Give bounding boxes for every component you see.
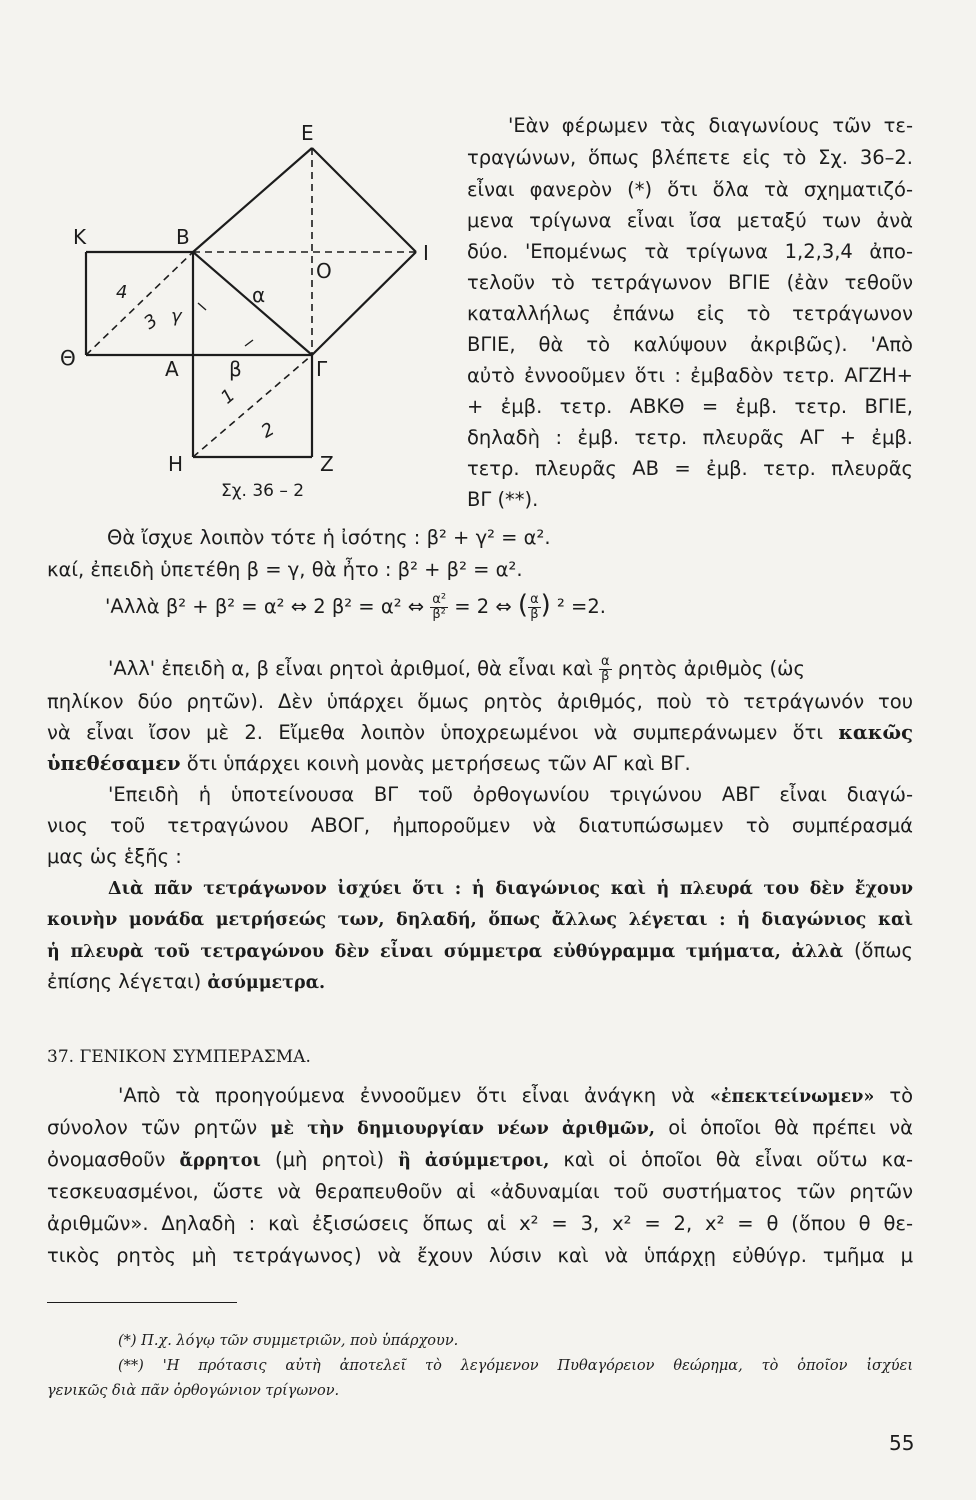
equation-text: = 2 ⇔ xyxy=(454,595,512,618)
right-column-line: δύο. 'Επομένως τὰ τρίγωνα 1,2,3,4 ἀπο- xyxy=(467,240,913,263)
fraction-denominator: β xyxy=(601,669,610,684)
theorem-line xyxy=(47,938,913,965)
diagonal-ThetaB xyxy=(86,252,193,355)
text-span: (ὅπως xyxy=(853,939,914,962)
text-span: σύνολον τῶν ρητῶν xyxy=(47,1116,258,1139)
label-B: B xyxy=(176,225,190,249)
paragraph-line: μας ὡς ἑξῆς : xyxy=(47,845,182,868)
text-span: οἱ ὁποῖοι θὰ πρέπει νὰ xyxy=(668,1116,914,1139)
segment-EI xyxy=(312,148,416,252)
figure-36-2 xyxy=(55,110,455,510)
triangle-number-1: 1 xyxy=(216,384,240,409)
bold-text: μὲ τὴν δημιουργίαν νέων ἀριθμῶν, xyxy=(270,1119,655,1139)
paragraph-line xyxy=(118,1083,913,1110)
right-column-line: τετρ. πλευρᾶς ΑΒ = ἐμβ. τετρ. πλευρᾶς xyxy=(467,457,913,480)
equation-line: 'Αλλὰ β² + β² = α² ⇔ 2 β² = α² ⇔ $\frac{\text{α²}}{\text{β²}}$ = 2 ⇔ ( $\frac{\alpha}{\beta}$ ) ² =2. xyxy=(105,590,606,622)
theorem-line: κοινὴν μονάδα μετρήσεώς των, δηλαδή, ὅπως ἄλλως λέγεται : ἡ διαγώνιος καὶ xyxy=(47,910,913,930)
tick-mark xyxy=(198,303,206,310)
label-alpha: α xyxy=(252,283,266,307)
tick-mark xyxy=(245,340,253,346)
label-A: A xyxy=(165,357,179,381)
paragraph-line xyxy=(47,1115,913,1142)
fraction-numerator: α xyxy=(530,592,539,607)
equation-text: ² =2. xyxy=(557,595,606,618)
text-span: νὰ εἶναι ἴσον μὲ 2. Εἴμεθα λοιπὸν ὑποχρεωμένοι νὰ συμπεράνωμεν ὅτι xyxy=(47,721,823,744)
fraction xyxy=(430,593,448,622)
paragraph-line: ἀριθμῶν». Δηλαδὴ : καὶ ἐξισώσεις ὅπως αἱ x² = 3, x² = 2, x² = θ (ὅπου θ θε- xyxy=(47,1212,913,1235)
paragraph-line xyxy=(47,751,691,777)
text-span: τὸ xyxy=(889,1084,914,1107)
right-column-line: 'Εὰν φέρωμεν τὰς διαγωνίους τῶν τε- xyxy=(508,114,913,137)
diagonal-HG xyxy=(193,355,312,457)
bold-text: ἄρρητοι xyxy=(179,1151,261,1171)
text-span: (μὴ ρητοὶ) xyxy=(275,1148,385,1171)
bold-text: ἡ πλευρὰ τοῦ τετραγώνου δὲν εἶναι σύμμετρα εὐθύγραμμα τμήματα, ἀλλὰ xyxy=(47,942,844,962)
right-column-line: αὐτὸ ἐννοοῦμεν ὅτι : ἐμβαδὸν τετρ. ΑΓΖΗ+ xyxy=(467,364,913,387)
bold-text: ἀσύμμετρα. xyxy=(207,973,326,993)
fraction xyxy=(599,655,612,684)
section-title: 37. ΓΕΝΙΚΟΝ ΣΥΜΠΕΡΑΣΜΑ. xyxy=(47,1047,311,1067)
right-column-line: + ἐμβ. τετρ. ΑΒΚΘ = ἐμβ. τετρ. ΒΓΙΕ, xyxy=(467,395,913,418)
text-span: 'Απὸ τὰ προηγούμενα ἐννοοῦμεν ὅτι εἶναι ἀνάγκη νὰ xyxy=(118,1084,695,1107)
label-theta: Θ xyxy=(60,346,76,370)
equation-line: καί, ἐπειδὴ ὑπετέθη β = γ, θὰ ἦτο : β² + β² = α². xyxy=(47,558,523,581)
right-column-line: ΒΓ (**). xyxy=(467,488,539,511)
page-number: 55 xyxy=(889,1431,915,1455)
footnote: (*) Π.χ. λόγῳ τῶν συμμετριῶν, ποὺ ὑπάρχουν. xyxy=(118,1333,459,1349)
paragraph-line: τικὸς ρητὸς μὴ τετράγωνος) νὰ ἔχουν λύσιν καὶ νὰ ὑπάρχῃ εὐθύγρ. τμῆμα μ xyxy=(47,1244,913,1267)
label-gamma: γ xyxy=(171,306,182,327)
paragraph-line xyxy=(108,655,913,684)
label-I: I xyxy=(423,241,429,265)
footnote: γενικῶς διὰ πᾶν ὀρθογώνιον τρίγωνον. xyxy=(47,1383,340,1399)
fraction-numerator: α xyxy=(600,654,610,669)
segment-BE xyxy=(193,148,312,252)
footnote-rule xyxy=(47,1302,237,1303)
paragraph-line xyxy=(47,1147,913,1174)
label-K: K xyxy=(73,225,87,249)
fraction-denominator: β xyxy=(530,607,539,622)
right-column-line: δηλαδὴ : ἐμβ. τετρ. πλευρᾶς ΑΓ + ἐμβ. xyxy=(467,426,913,449)
fraction-numerator: α² xyxy=(432,592,447,607)
label-E: E xyxy=(301,121,314,145)
bold-text: ἢ ἀσύμμετροι, xyxy=(398,1151,550,1171)
text-span: καὶ οἱ ὁποῖοι θὰ εἶναι οὕτω κα- xyxy=(563,1148,914,1171)
right-column-line: μενα τρίγωνα εἶναι ἴσα μεταξύ των ἀνὰ xyxy=(467,209,913,232)
text-span: ρητὸς ἀριθμὸς (ὡς xyxy=(617,657,805,680)
paragraph-line: τεσκευασμένοι, ὥστε νὰ θεραπευθοῦν αἱ «ἀδυναμίαι τοῦ συστήματος τῶν ρητῶν xyxy=(47,1180,913,1203)
right-column-line: τραγώνων, ὅπως βλέπετε εἰς τὸ Σχ. 36–2. xyxy=(467,146,913,169)
paragraph-line xyxy=(47,720,913,746)
fraction xyxy=(528,593,541,622)
text-span: ἐπίσης λέγεται) xyxy=(47,970,202,993)
theorem-line: Διὰ πᾶν τετράγωνον ἰσχύει ὅτι : ἡ διαγώνιος καὶ ἡ πλευρά του δὲν ἔχουν xyxy=(108,879,913,899)
right-column-line: εἶναι φανερὸν (*) ὅτι ὅλα τὰ σχηματιζό- xyxy=(467,178,913,201)
bold-text: «ἐπεκτείνωμεν» xyxy=(709,1087,875,1107)
label-G: Γ xyxy=(316,357,328,381)
triangle-number-3: 3 xyxy=(140,310,162,334)
paragraph-line: 'Επειδὴ ἡ ὑποτείνουσα ΒΓ τοῦ ὀρθογωνίου τριγώνου ΑΒΓ εἶναι διαγώ- xyxy=(108,783,913,806)
paragraph-line: νιος τοῦ τετραγώνου ΑΒΟΓ, ἠμποροῦμεν νὰ διατυπώσωμεν τὸ συμπέρασμά xyxy=(47,814,913,837)
text-span: ὅτι ὑπάρχει κοινὴ μονὰς μετρήσεως τῶν ΑΓ καὶ ΒΓ. xyxy=(186,752,691,775)
footnote: (**) 'Η πρότασις αὐτὴ ἀποτελεῖ τὸ λεγόμενον Πυθαγόρειον θεώρημα, τὸ ὁποῖον ἰσχύει xyxy=(118,1358,913,1374)
right-column-line: τελοῦν τὸ τετράγωνον ΒΓΙΕ (ἐὰν τεθοῦν xyxy=(467,271,913,294)
label-beta: β xyxy=(229,357,242,381)
right-column-line: καταλλήλως ἐπάνω εἰς τὸ τετράγωνον xyxy=(467,302,913,325)
label-Z: Z xyxy=(320,452,334,476)
text-span: 'Αλλ' ἐπειδὴ α, β εἶναι ρητοὶ ἀριθμοί, θὰ εἶναι καὶ xyxy=(108,657,593,680)
triangle-number-4: 4 xyxy=(116,282,128,303)
equation-line: Θὰ ἴσχυε λοιπὸν τότε ἡ ἰσότης : β² + γ² = α². xyxy=(107,526,551,549)
text-span: ὀνομασθοῦν xyxy=(47,1148,166,1171)
right-column-line: ΒΓΙΕ, θὰ τὸ καλύψουν ἀκριβῶς). 'Απὸ xyxy=(467,333,913,356)
label-O: O xyxy=(316,259,332,283)
bold-text: ὑπεθέσαμεν xyxy=(47,752,181,775)
triangle-number-2: 2 xyxy=(257,418,279,443)
fraction-denominator: β² xyxy=(432,607,446,622)
bold-text: κακῶς xyxy=(838,721,913,744)
paragraph-line: πηλίκον δύο ρητῶν). Δὲν ὑπάρχει ὅμως ρητὸς ἀριθμός, ποὺ τὸ τετράγωνόν του xyxy=(47,690,913,713)
label-H: H xyxy=(168,452,184,476)
figure-caption: Σχ. 36 – 2 xyxy=(221,481,305,501)
theorem-line xyxy=(47,969,325,996)
equation-text: 'Αλλὰ β² + β² = α² ⇔ 2 β² = α² ⇔ xyxy=(105,595,425,618)
